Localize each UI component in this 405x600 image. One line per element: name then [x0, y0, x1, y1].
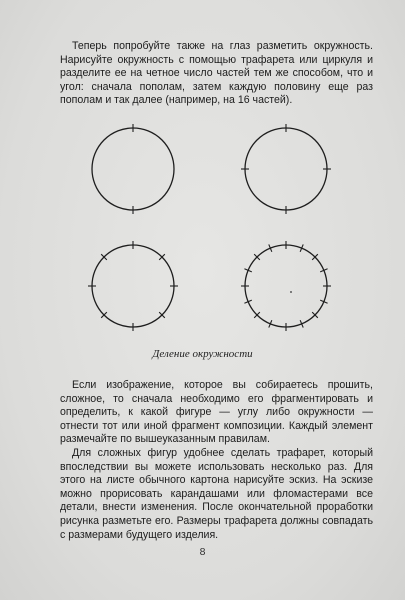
circle-8-divisions — [88, 241, 178, 331]
page-number: 8 — [199, 546, 206, 558]
paragraph-intro: Теперь попробуйте также на глаз разметить окружность. Нарисуйте окружность с помощью трафарета или циркуля и разделите ее на четное число частей тем же способом, что и угол: сначала пополам, затем каждую половину еще раз пополам и так далее (например, на 16 частей). — [60, 40, 373, 107]
circle-2-divisions — [92, 124, 174, 214]
circle-16-divisions — [241, 241, 331, 331]
circle-4-divisions — [241, 124, 331, 214]
paragraph-stencil: Для сложных фигур удобнее сделать трафарет, который впоследствии вы можете использовать несколько раз. Для этого на листе обычного картона нарисуйте эскиз. На эскизе можно прорисовать карандашами или фломастерами все детали, внести изменения. После окончательной проработки рисунка разметьте его. Размеры трафарета должны совпадать с размерами будущего изделия. — [60, 447, 373, 541]
figure-caption: Деление окружности — [152, 348, 253, 360]
paragraph-fragmentation: Если изображение, которое вы собираетесь прошить, сложное, то сначала необходимо его фрагментировать и определить, к какой фигуре — углу либо окружности — отнести тот или иной фрагмент композиции. Каждый элемент размечайте по вышеуказанным правилам. — [60, 379, 373, 446]
